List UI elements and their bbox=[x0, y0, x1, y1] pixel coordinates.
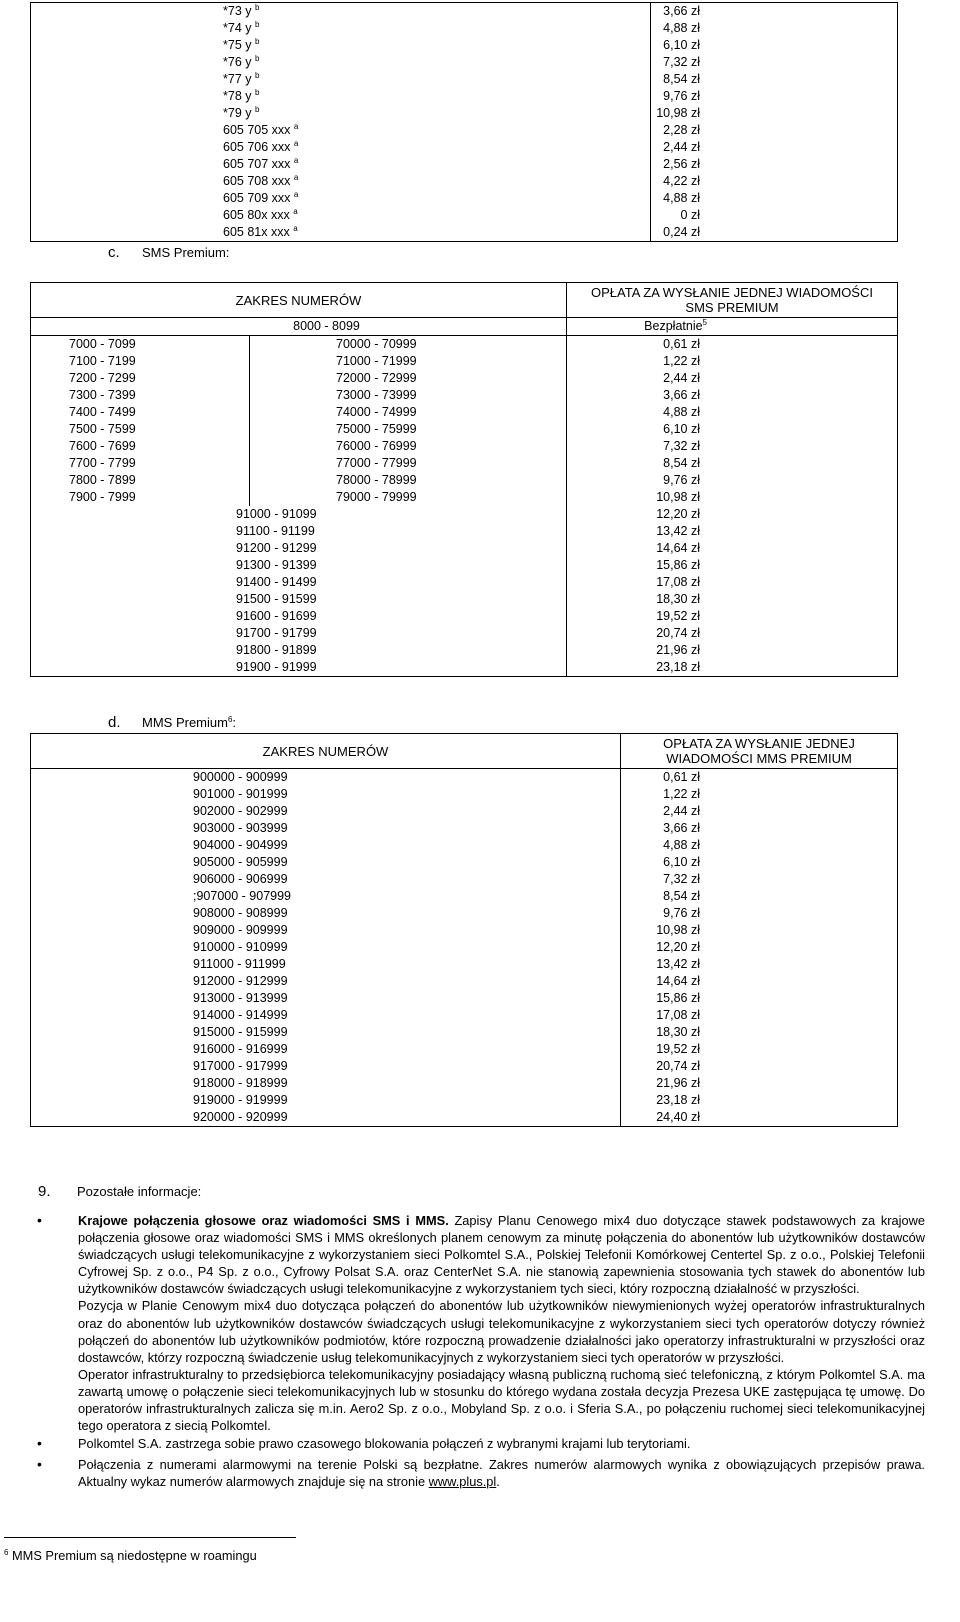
price-cell: 24,40 zł bbox=[621, 1109, 898, 1127]
table-row bbox=[31, 990, 898, 1007]
range-cell: 91600 - 91699 bbox=[31, 608, 567, 625]
number-sup: a bbox=[293, 190, 299, 199]
sms-free-sup: 5 bbox=[702, 318, 707, 327]
table-row bbox=[31, 905, 898, 922]
table-row bbox=[31, 190, 898, 207]
section-d-colon: : bbox=[232, 715, 237, 730]
table-row bbox=[31, 854, 898, 871]
price-cell: 12,20 zł bbox=[621, 939, 898, 956]
price-cell: 2,44 zł bbox=[651, 139, 898, 156]
number-cell bbox=[31, 207, 651, 224]
number-cell bbox=[31, 224, 651, 242]
sms-premium-table bbox=[30, 282, 898, 677]
range-cell: 904000 - 904999 bbox=[31, 837, 621, 854]
table-row bbox=[31, 642, 898, 659]
table-row bbox=[31, 922, 898, 939]
number-text: *75 y bbox=[223, 38, 252, 52]
number-sup: a bbox=[293, 122, 299, 131]
bullet-domestic-text: Zapisy Planu Cenowego mix4 duo dotyczące stawek podstawowych za krajowe połączenia głosowe oraz wiadomości SMS i MMS określonych planem cenowym za minutę połączenia do abonentów lub użytkowników dostawców świadczących usługi telekomunikacyjne z wykorzystaniem sieci Polkomtel S.A., Polskiej Telefonii Komórkowej Centertel Sp. z o.o., Polskiej Telefonii Cyfrowej Sp. z o.o., P4 Sp. z o.o., Cyfrowy Polsat S.A. oraz CenterNet S.A. nie stanowią zapewnienia stosowania tych stawek do abonentów lub użytkowników dostawców świadczących usługi telekomunikacyjne z wykorzystaniem tych sieci, który rozpoczną działalność w przyszłości. bbox=[78, 1213, 925, 1297]
table-row bbox=[31, 1041, 898, 1058]
table-row bbox=[31, 421, 898, 438]
price-cell: 18,30 zł bbox=[567, 591, 898, 608]
number-cell bbox=[31, 54, 651, 71]
range-cell: 91100 - 91199 bbox=[31, 523, 567, 540]
price-cell: 17,08 zł bbox=[621, 1007, 898, 1024]
bullet-dot: • bbox=[37, 1435, 42, 1452]
price-cell: 15,86 zł bbox=[567, 557, 898, 574]
price-cell: 8,54 zł bbox=[621, 888, 898, 905]
price-cell: 19,52 zł bbox=[621, 1041, 898, 1058]
table-row bbox=[31, 608, 898, 625]
number-cell bbox=[31, 88, 651, 105]
number-sup: b bbox=[254, 3, 260, 12]
footnote-divider bbox=[4, 1537, 296, 1538]
section-d-title: MMS Premium bbox=[142, 715, 228, 730]
footnote bbox=[4, 1548, 257, 1563]
price-cell: 1,22 zł bbox=[621, 786, 898, 803]
range-cell: 91200 - 91299 bbox=[31, 540, 567, 557]
price-cell: 9,76 zł bbox=[567, 472, 898, 489]
bullet-emergency-text: Połączenia z numerami alarmowymi na terenie Polski są bezpłatne. Zakres numerów alarmowych wynika z obowiązujących przepisów prawa. Aktualny wykaz numerów alarmowych znajduje się na stronie bbox=[78, 1457, 925, 1490]
range-cell: 912000 - 912999 bbox=[31, 973, 621, 990]
table-row bbox=[31, 207, 898, 224]
table-row bbox=[31, 769, 898, 787]
table-row bbox=[31, 472, 898, 489]
price-cell: 21,96 zł bbox=[567, 642, 898, 659]
range-cell: 918000 - 918999 bbox=[31, 1075, 621, 1092]
long-range-cell: 70000 - 70999 bbox=[250, 336, 567, 354]
price-cell: 12,20 zł bbox=[567, 506, 898, 523]
number-sup: b bbox=[254, 54, 260, 63]
range-cell: 905000 - 905999 bbox=[31, 854, 621, 871]
number-cell bbox=[31, 71, 651, 88]
price-cell: 4,22 zł bbox=[651, 173, 898, 190]
price-cell: 20,74 zł bbox=[621, 1058, 898, 1075]
price-cell: 14,64 zł bbox=[567, 540, 898, 557]
table-row bbox=[31, 71, 898, 88]
range-cell: 910000 - 910999 bbox=[31, 939, 621, 956]
price-table-top bbox=[30, 2, 898, 242]
range-cell: 900000 - 900999 bbox=[31, 769, 621, 787]
table-row bbox=[31, 156, 898, 173]
short-range-cell: 7500 - 7599 bbox=[31, 421, 250, 438]
number-sup: b bbox=[254, 20, 260, 29]
number-text: *76 y bbox=[223, 55, 252, 69]
bullet-dot: • bbox=[37, 1212, 42, 1228]
number-text: 605 705 xxx bbox=[223, 123, 291, 137]
price-cell: 8,54 zł bbox=[567, 455, 898, 472]
sms-free-price bbox=[567, 318, 898, 336]
price-cell: 10,98 zł bbox=[567, 489, 898, 506]
price-cell: 2,44 zł bbox=[567, 370, 898, 387]
range-cell: 908000 - 908999 bbox=[31, 905, 621, 922]
short-range-cell: 7900 - 7999 bbox=[31, 489, 250, 506]
footnote-sup: 6 bbox=[4, 1548, 9, 1557]
table-row bbox=[31, 173, 898, 190]
price-cell: 13,42 zł bbox=[621, 956, 898, 973]
short-range-cell: 7200 - 7299 bbox=[31, 370, 250, 387]
bullet-emergency-end: . bbox=[496, 1474, 500, 1490]
number-text: 605 81x xxx bbox=[223, 225, 290, 239]
number-text: 605 80x xxx bbox=[223, 208, 290, 222]
price-cell: 7,32 zł bbox=[621, 871, 898, 888]
table-row bbox=[31, 1109, 898, 1127]
price-cell: 0,24 zł bbox=[651, 224, 898, 242]
info-bullets bbox=[30, 1212, 925, 1491]
table-row bbox=[31, 122, 898, 139]
range-cell: 91800 - 91899 bbox=[31, 642, 567, 659]
price-cell: 4,88 zł bbox=[621, 837, 898, 854]
bullet-emergency-p bbox=[78, 1456, 925, 1490]
price-cell: 0,61 zł bbox=[621, 769, 898, 787]
table-row bbox=[31, 1058, 898, 1075]
table-row bbox=[31, 1024, 898, 1041]
section-c-heading bbox=[108, 244, 229, 261]
range-cell: ;907000 - 907999 bbox=[31, 888, 621, 905]
section-9-number: 9. bbox=[38, 1183, 51, 1200]
bullet-domestic-p1 bbox=[78, 1212, 925, 1297]
number-text: 605 709 xxx bbox=[223, 191, 291, 205]
range-cell: 91700 - 91799 bbox=[31, 625, 567, 642]
price-cell: 9,76 zł bbox=[621, 905, 898, 922]
number-text: 605 706 xxx bbox=[223, 140, 291, 154]
table-row bbox=[31, 353, 898, 370]
table-row bbox=[31, 939, 898, 956]
number-cell bbox=[31, 20, 651, 37]
mms-header-price: OPŁATA ZA WYSŁANIE JEDNEJ WIADOMOŚCI MMS PREMIUM bbox=[621, 734, 898, 769]
price-cell: 20,74 zł bbox=[567, 625, 898, 642]
mms-premium-table bbox=[30, 733, 898, 1127]
price-cell: 19,52 zł bbox=[567, 608, 898, 625]
price-cell: 8,54 zł bbox=[651, 71, 898, 88]
price-cell: 4,88 zł bbox=[567, 404, 898, 421]
table-row bbox=[31, 523, 898, 540]
range-cell: 901000 - 901999 bbox=[31, 786, 621, 803]
long-range-cell: 71000 - 71999 bbox=[250, 353, 567, 370]
long-range-cell: 73000 - 73999 bbox=[250, 387, 567, 404]
bullet-blocking-text: Polkomtel S.A. zastrzega sobie prawo czasowego blokowania połączeń z wybranymi krajami lub terytoriami. bbox=[78, 1436, 691, 1452]
price-cell: 0,61 zł bbox=[567, 336, 898, 354]
number-text: *73 y bbox=[223, 4, 252, 18]
sms-free-price-text: Bezpłatnie bbox=[644, 319, 703, 333]
section-9-title: Pozostałe informacje: bbox=[77, 1184, 202, 1199]
table-row bbox=[31, 455, 898, 472]
range-cell: 911000 - 911999 bbox=[31, 956, 621, 973]
price-cell: 10,98 zł bbox=[651, 105, 898, 122]
range-cell: 906000 - 906999 bbox=[31, 871, 621, 888]
range-cell: 917000 - 917999 bbox=[31, 1058, 621, 1075]
range-cell: 91000 - 91099 bbox=[31, 506, 567, 523]
number-cell bbox=[31, 173, 651, 190]
sms-free-range: 8000 - 8099 bbox=[31, 318, 567, 336]
table-row bbox=[31, 1007, 898, 1024]
table-row bbox=[31, 489, 898, 506]
table-row bbox=[31, 224, 898, 242]
price-cell: 3,66 zł bbox=[651, 3, 898, 21]
table-row bbox=[31, 336, 898, 354]
table-row bbox=[31, 625, 898, 642]
price-cell: 0 zł bbox=[651, 207, 898, 224]
long-range-cell: 75000 - 75999 bbox=[250, 421, 567, 438]
number-sup: a bbox=[293, 224, 298, 233]
number-cell bbox=[31, 37, 651, 54]
price-cell: 4,88 zł bbox=[651, 190, 898, 207]
number-cell bbox=[31, 105, 651, 122]
number-cell bbox=[31, 139, 651, 156]
bullet-emergency bbox=[30, 1456, 925, 1490]
price-cell: 9,76 zł bbox=[651, 88, 898, 105]
sms-free-row bbox=[31, 318, 898, 336]
number-sup: a bbox=[293, 156, 299, 165]
table-row bbox=[31, 574, 898, 591]
plus-pl-link[interactable]: www.plus.pl bbox=[428, 1474, 497, 1490]
bullet-domestic-bold: Krajowe połączenia głosowe oraz wiadomości SMS i MMS. bbox=[78, 1213, 449, 1228]
short-range-cell: 7800 - 7899 bbox=[31, 472, 250, 489]
table-row bbox=[31, 973, 898, 990]
price-cell: 4,88 zł bbox=[651, 20, 898, 37]
table-row bbox=[31, 105, 898, 122]
price-cell: 2,44 zł bbox=[621, 803, 898, 820]
range-cell: 914000 - 914999 bbox=[31, 1007, 621, 1024]
table-row bbox=[31, 54, 898, 71]
range-cell: 916000 - 916999 bbox=[31, 1041, 621, 1058]
short-range-cell: 7700 - 7799 bbox=[31, 455, 250, 472]
number-text: *74 y bbox=[223, 21, 252, 35]
price-cell: 6,10 zł bbox=[621, 854, 898, 871]
number-text: 605 708 xxx bbox=[223, 174, 291, 188]
range-cell: 902000 - 902999 bbox=[31, 803, 621, 820]
table-row bbox=[31, 387, 898, 404]
number-text: *79 y bbox=[223, 106, 252, 120]
price-cell: 23,18 zł bbox=[567, 659, 898, 677]
short-range-cell: 7400 - 7499 bbox=[31, 404, 250, 421]
number-sup: a bbox=[293, 173, 299, 182]
table-row bbox=[31, 20, 898, 37]
price-cell: 17,08 zł bbox=[567, 574, 898, 591]
bullet-dot: • bbox=[37, 1456, 42, 1473]
long-range-cell: 77000 - 77999 bbox=[250, 455, 567, 472]
table-row bbox=[31, 837, 898, 854]
section-d-letter: d. bbox=[108, 714, 121, 731]
price-cell: 18,30 zł bbox=[621, 1024, 898, 1041]
long-range-cell: 74000 - 74999 bbox=[250, 404, 567, 421]
table-row bbox=[31, 1092, 898, 1109]
section-d-sup: 6 bbox=[227, 715, 233, 724]
section-d-heading bbox=[108, 714, 236, 731]
number-text: 605 707 xxx bbox=[223, 157, 291, 171]
table-row bbox=[31, 888, 898, 905]
price-cell: 2,56 zł bbox=[651, 156, 898, 173]
long-range-cell: 78000 - 78999 bbox=[250, 472, 567, 489]
price-cell: 7,32 zł bbox=[567, 438, 898, 455]
range-cell: 903000 - 903999 bbox=[31, 820, 621, 837]
table-row bbox=[31, 540, 898, 557]
range-cell: 920000 - 920999 bbox=[31, 1109, 621, 1127]
sms-header-range: ZAKRES NUMERÓW bbox=[31, 283, 567, 318]
sms-header-price: OPŁATA ZA WYSŁANIE JEDNEJ WIADOMOŚCI SMS PREMIUM bbox=[567, 283, 898, 318]
number-sup: b bbox=[254, 105, 260, 114]
mms-header-range: ZAKRES NUMERÓW bbox=[31, 734, 621, 769]
range-cell: 919000 - 919999 bbox=[31, 1092, 621, 1109]
bullet-domestic-p2: Pozycja w Planie Cenowym mix4 duo dotycząca połączeń do abonentów lub użytkowników niewymienionych wyżej operatorów infrastrukturalnych oraz do abonentów lub użytkowników dostawców świadczących usługi telekomunikacyjne z wykorzystaniem sieci tych operatorów dotyczy również połączeń do abonentów lub użytkowników podmiotów, które rozpoczną prowadzenie działalności jako operatorzy infrastrukturalni w przyszłości oraz dostawców, którzy rozpoczną świadczenie usług telekomunikacyjnych z wykorzystaniem sieci tych operatorów w przyszłości. bbox=[78, 1298, 925, 1365]
range-cell: 91300 - 91399 bbox=[31, 557, 567, 574]
table-row bbox=[31, 506, 898, 523]
number-text: *78 y bbox=[223, 89, 252, 103]
table-row bbox=[31, 557, 898, 574]
table-row bbox=[31, 3, 898, 21]
number-sup: b bbox=[254, 88, 260, 97]
sms-table-header bbox=[31, 283, 898, 318]
number-cell bbox=[31, 122, 651, 139]
table-row bbox=[31, 786, 898, 803]
bullet-blocking bbox=[30, 1435, 925, 1452]
price-cell: 2,28 zł bbox=[651, 122, 898, 139]
price-cell: 3,66 zł bbox=[567, 387, 898, 404]
short-range-cell: 7300 - 7399 bbox=[31, 387, 250, 404]
range-cell: 91900 - 91999 bbox=[31, 659, 567, 677]
table-row bbox=[31, 820, 898, 837]
long-range-cell: 79000 - 79999 bbox=[250, 489, 567, 506]
table-row bbox=[31, 956, 898, 973]
price-cell: 10,98 zł bbox=[621, 922, 898, 939]
table-row bbox=[31, 404, 898, 421]
table-row bbox=[31, 370, 898, 387]
section-9-heading bbox=[38, 1183, 201, 1200]
price-cell: 15,86 zł bbox=[621, 990, 898, 1007]
range-cell: 909000 - 909999 bbox=[31, 922, 621, 939]
price-cell: 21,96 zł bbox=[621, 1075, 898, 1092]
price-cell: 6,10 zł bbox=[651, 37, 898, 54]
table-row bbox=[31, 591, 898, 608]
mms-table-header bbox=[31, 734, 898, 769]
long-range-cell: 72000 - 72999 bbox=[250, 370, 567, 387]
number-sup: a bbox=[293, 207, 298, 216]
price-cell: 7,32 zł bbox=[651, 54, 898, 71]
short-range-cell: 7100 - 7199 bbox=[31, 353, 250, 370]
price-cell: 6,10 zł bbox=[567, 421, 898, 438]
short-range-cell: 7000 - 7099 bbox=[31, 336, 250, 354]
price-cell: 1,22 zł bbox=[567, 353, 898, 370]
price-cell: 13,42 zł bbox=[567, 523, 898, 540]
bullet-domestic bbox=[30, 1212, 925, 1434]
table-row bbox=[31, 659, 898, 677]
number-cell bbox=[31, 156, 651, 173]
long-range-cell: 76000 - 76999 bbox=[250, 438, 567, 455]
number-cell bbox=[31, 3, 651, 21]
footnote-text: MMS Premium są niedostępne w roamingu bbox=[12, 1548, 257, 1563]
number-cell bbox=[31, 190, 651, 207]
table-row bbox=[31, 37, 898, 54]
price-cell: 14,64 zł bbox=[621, 973, 898, 990]
range-cell: 91500 - 91599 bbox=[31, 591, 567, 608]
table-row bbox=[31, 139, 898, 156]
table-row bbox=[31, 438, 898, 455]
section-c-title: SMS Premium: bbox=[142, 245, 230, 260]
table-row bbox=[31, 803, 898, 820]
table-row bbox=[31, 871, 898, 888]
section-c-letter: c. bbox=[108, 244, 120, 261]
price-cell: 3,66 zł bbox=[621, 820, 898, 837]
number-text: *77 y bbox=[223, 72, 252, 86]
table-row bbox=[31, 1075, 898, 1092]
range-cell: 91400 - 91499 bbox=[31, 574, 567, 591]
number-sup: b bbox=[254, 71, 260, 80]
number-sup: a bbox=[293, 139, 299, 148]
number-sup: b bbox=[254, 37, 260, 46]
price-cell: 23,18 zł bbox=[621, 1092, 898, 1109]
table-row bbox=[31, 88, 898, 105]
bullet-domestic-p3: Operator infrastrukturalny to przedsiębiorca telekomunikacyjny posiadający własną publiczną ruchomą sieć telefoniczną, z którym Polkomtel S.A. ma zawartą umowę o połączenie sieci telekomunikacyjnych lub w stosunku do którego wydana została decyzja Prezesa UKE zastępująca tę umowę. Do operatorów infrastrukturalnych zalicza się m.in. Aero2 Sp. z o.o., Mobyland Sp. z o.o. i Sferia S.A., po połączeniu ruchomej sieci telekomunikacyjnej tego operatora z siecią Polkomtel. bbox=[78, 1366, 925, 1434]
short-range-cell: 7600 - 7699 bbox=[31, 438, 250, 455]
range-cell: 915000 - 915999 bbox=[31, 1024, 621, 1041]
range-cell: 913000 - 913999 bbox=[31, 990, 621, 1007]
